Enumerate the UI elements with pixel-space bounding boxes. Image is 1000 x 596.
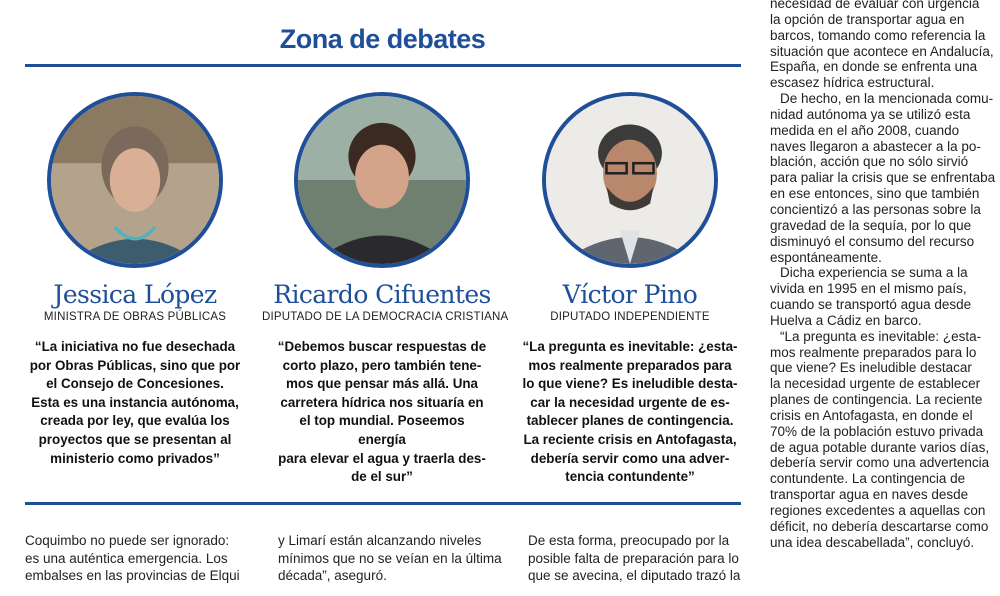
- text-line: escasez hídrica estructural.: [770, 75, 935, 91]
- quote-line: de el sur”: [351, 469, 413, 485]
- quote-line: corto plazo, pero también tene-: [282, 357, 482, 373]
- quote-line: car la necesidad urgente de es-: [530, 394, 730, 410]
- text-line: “La pregunta es inevitable: ¿esta-: [780, 328, 982, 344]
- bottom-divider: [25, 502, 741, 505]
- quote-line: por Obras Públicas, sino que por: [29, 357, 241, 373]
- portrait-photo: [47, 92, 223, 268]
- profile-jessica-lopez: [15, 92, 255, 468]
- quote-line: el Consejo de Concesiones.: [46, 376, 224, 392]
- text-line: barcos, tomando como referencia la: [770, 27, 986, 43]
- text-line: mínimos que no se veían en la última: [278, 550, 502, 566]
- text-line: mos realmente preparados para lo: [770, 344, 977, 360]
- person-quote: [21, 338, 249, 468]
- person-role: MINISTRA DE OBRAS PÚBLICAS: [43, 311, 227, 323]
- person-quote: [519, 338, 741, 487]
- text-line: cuando se transportó agua desde: [770, 297, 972, 313]
- text-line: posible falta de preparación para lo: [528, 550, 739, 566]
- article-column-1: [25, 532, 245, 585]
- text-line: década”, aseguró.: [278, 568, 387, 583]
- text-line: De esta forma, preocupado por la: [528, 533, 730, 548]
- text-line: la opción de transportar agua en: [770, 11, 965, 27]
- sidebar-article: [770, 0, 996, 551]
- text-line: en ese entonces, sino que también: [770, 186, 980, 202]
- portrait-photo: [294, 92, 470, 268]
- text-line: déficit, no debería descartarse como: [770, 518, 989, 534]
- text-line: transportar agua en naves desde: [770, 487, 969, 503]
- quote-line: “Debemos buscar respuestas de: [277, 339, 487, 354]
- quote-line: lo que viene? Es ineludible desta-: [522, 376, 738, 392]
- text-line: medida en el año 2008, cuando: [770, 122, 960, 138]
- quote-line: La reciente crisis en Antofagasta,: [523, 431, 737, 447]
- text-line: contundente. La contingencia de: [770, 471, 966, 487]
- top-divider: [25, 64, 741, 67]
- text-line: De hecho, en la mencionada comu-: [780, 91, 994, 107]
- text-line: regiones excedentes a aquellas con: [770, 503, 986, 518]
- text-line: blación, acción que no sólo sirvió: [770, 154, 969, 170]
- text-line: espontáneamente.: [770, 249, 882, 265]
- person-name: Jessica López: [53, 280, 217, 309]
- quote-line: creada por ley, que evalúa los: [40, 413, 230, 429]
- quote-line: mos realmente preparados para: [528, 357, 732, 373]
- text-line: Huelva a Cádiz en barco.: [770, 312, 922, 328]
- text-line: embalses en las provincias de Elqui: [25, 568, 240, 583]
- person-role: DIPUTADO INDEPENDIENTE: [550, 311, 710, 323]
- text-line: Dicha experiencia se suma a la: [780, 265, 968, 281]
- quote-line: “La pregunta es inevitable: ¿esta-: [522, 339, 738, 354]
- text-line: situación que acontece en Andalucía,: [770, 43, 994, 59]
- quote-line: carretera hídrica nos situaría en: [280, 394, 484, 410]
- text-line: de agua potable durante varios días,: [770, 439, 990, 455]
- page-title: Zona de debates: [279, 24, 486, 54]
- quote-line: debería servir como una adver-: [530, 450, 730, 466]
- person-name: Víctor Pino: [562, 280, 698, 309]
- text-line: Coquimbo no puede ser ignorado:: [25, 533, 230, 548]
- article-column-3: [528, 532, 740, 585]
- text-line: nidad autónoma ya se utilizó esta: [770, 106, 971, 122]
- text-line: para paliar la crisis que se enfrentaba: [770, 170, 996, 186]
- quote-line: para elevar el agua y traerla des-: [278, 450, 486, 466]
- text-line: gravedad de la sequía, por lo que: [770, 217, 972, 233]
- portrait-photo: [542, 92, 718, 268]
- profile-victor-pino: [510, 92, 750, 487]
- text-line: la necesidad urgente de establecer: [770, 376, 981, 392]
- text-line: una idea descabellada”, concluyó.: [770, 534, 975, 550]
- quote-line: ministerio como privados”: [50, 450, 220, 466]
- text-line: disminuyó el consumo del recurso: [770, 233, 975, 249]
- quote-line: mos que pensar más allá. Una: [285, 376, 478, 392]
- quote-line: “La iniciativa no fue desechada: [34, 339, 236, 354]
- quote-line: el top mundial. Poseemos energía: [299, 413, 465, 447]
- text-line: naves llegaron a abastecer a la po-: [770, 138, 981, 154]
- text-line: vivida en 1995 en el mismo país,: [770, 281, 967, 297]
- text-line: y Limarí están alcanzando niveles: [278, 533, 482, 548]
- person-name: Ricardo Cifuentes: [273, 280, 491, 309]
- text-line: es una auténtica emergencia. Los: [25, 550, 228, 566]
- quote-line: Esta es una instancia autónoma,: [31, 394, 239, 410]
- article-column-2: [278, 532, 502, 585]
- text-line: crisis en Antofagasta, en donde el: [770, 407, 973, 423]
- quote-line: tablecer planes de contingencia.: [526, 413, 734, 429]
- text-line: debería servir como una advertencia: [770, 455, 990, 471]
- text-line: 70% de la población estuvo privada: [770, 423, 984, 439]
- text-line: necesidad de evaluar con urgencia: [770, 0, 980, 11]
- text-line: que se avecina, el diputado trazó la: [528, 568, 741, 583]
- text-line: que viene? Es ineludible destacar: [770, 360, 972, 376]
- text-line: España, en donde se enfrenta una: [770, 59, 978, 75]
- quote-line: tencia contundente”: [565, 469, 695, 485]
- profile-ricardo-cifuentes: [262, 92, 509, 487]
- text-line: concientizó a las personas sobre la: [770, 201, 981, 217]
- text-line: planes de contingencia. La reciente: [770, 392, 983, 408]
- quote-line: proyectos que se presentan al: [38, 431, 232, 447]
- person-quote: [277, 338, 487, 487]
- person-role: DIPUTADO DE LA DEMOCRACIA CRISTIANA: [262, 311, 509, 323]
